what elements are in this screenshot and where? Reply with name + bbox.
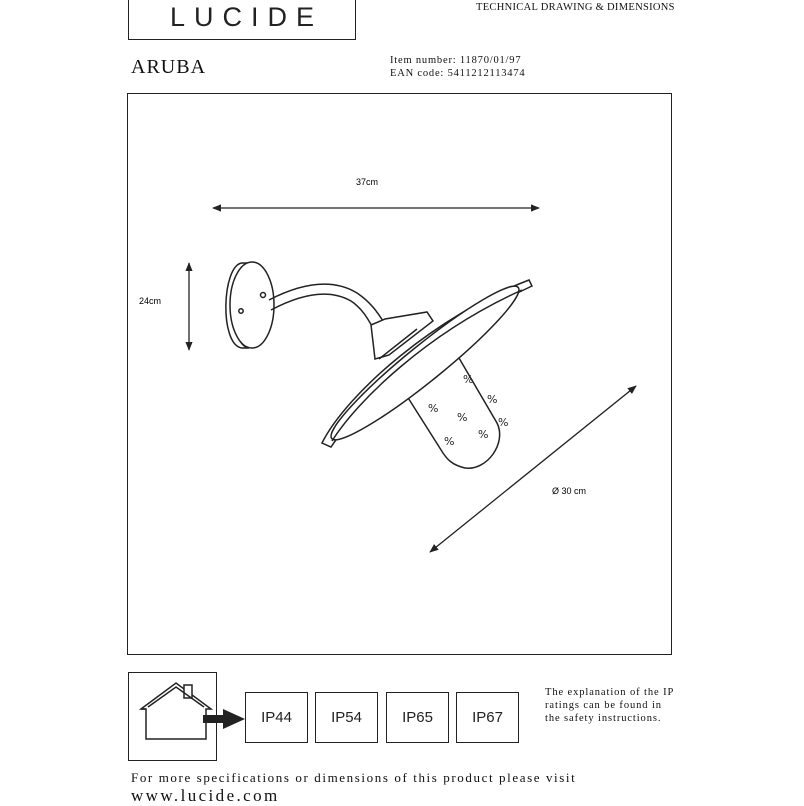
height-label: 24cm <box>139 296 162 306</box>
ean-code: EAN code: 5411212113474 <box>390 68 526 79</box>
wall-plate <box>226 262 274 348</box>
svg-text:%: % <box>498 416 509 429</box>
arrow-right-icon <box>203 707 247 731</box>
ip-rating-ip54: IP54 <box>315 692 378 743</box>
ip-explanation-note: The explanation of the IP ratings can be found in the safety instructions. <box>545 687 674 724</box>
svg-text:%: % <box>457 411 468 424</box>
svg-text:%: % <box>428 402 439 415</box>
logo-text: LUCIDE <box>169 2 324 32</box>
svg-text:%: % <box>478 428 489 441</box>
document-title: TECHNICAL DRAWING & DIMENSIONS <box>476 2 675 13</box>
item-number: Item number: 11870/01/97 <box>390 55 522 66</box>
ip-rating-ip44: IP44 <box>245 692 308 743</box>
lamp-technical-drawing <box>127 93 672 655</box>
svg-text:%: % <box>463 373 474 386</box>
svg-text:%: % <box>444 435 455 448</box>
width-label: 37cm <box>355 177 379 187</box>
brand-logo <box>128 0 356 40</box>
ip-rating-ip67: IP67 <box>456 692 519 743</box>
ip-rating-ip65: IP65 <box>386 692 449 743</box>
footer-text: For more specifications or dimensions of this product please visit <box>131 770 577 785</box>
svg-text:%: % <box>487 393 498 406</box>
website-link[interactable]: www.lucide.com <box>131 786 280 805</box>
product-codes <box>390 54 525 80</box>
diameter-label: Ø 30 cm <box>552 486 587 496</box>
product-name: ARUBA <box>131 56 207 78</box>
